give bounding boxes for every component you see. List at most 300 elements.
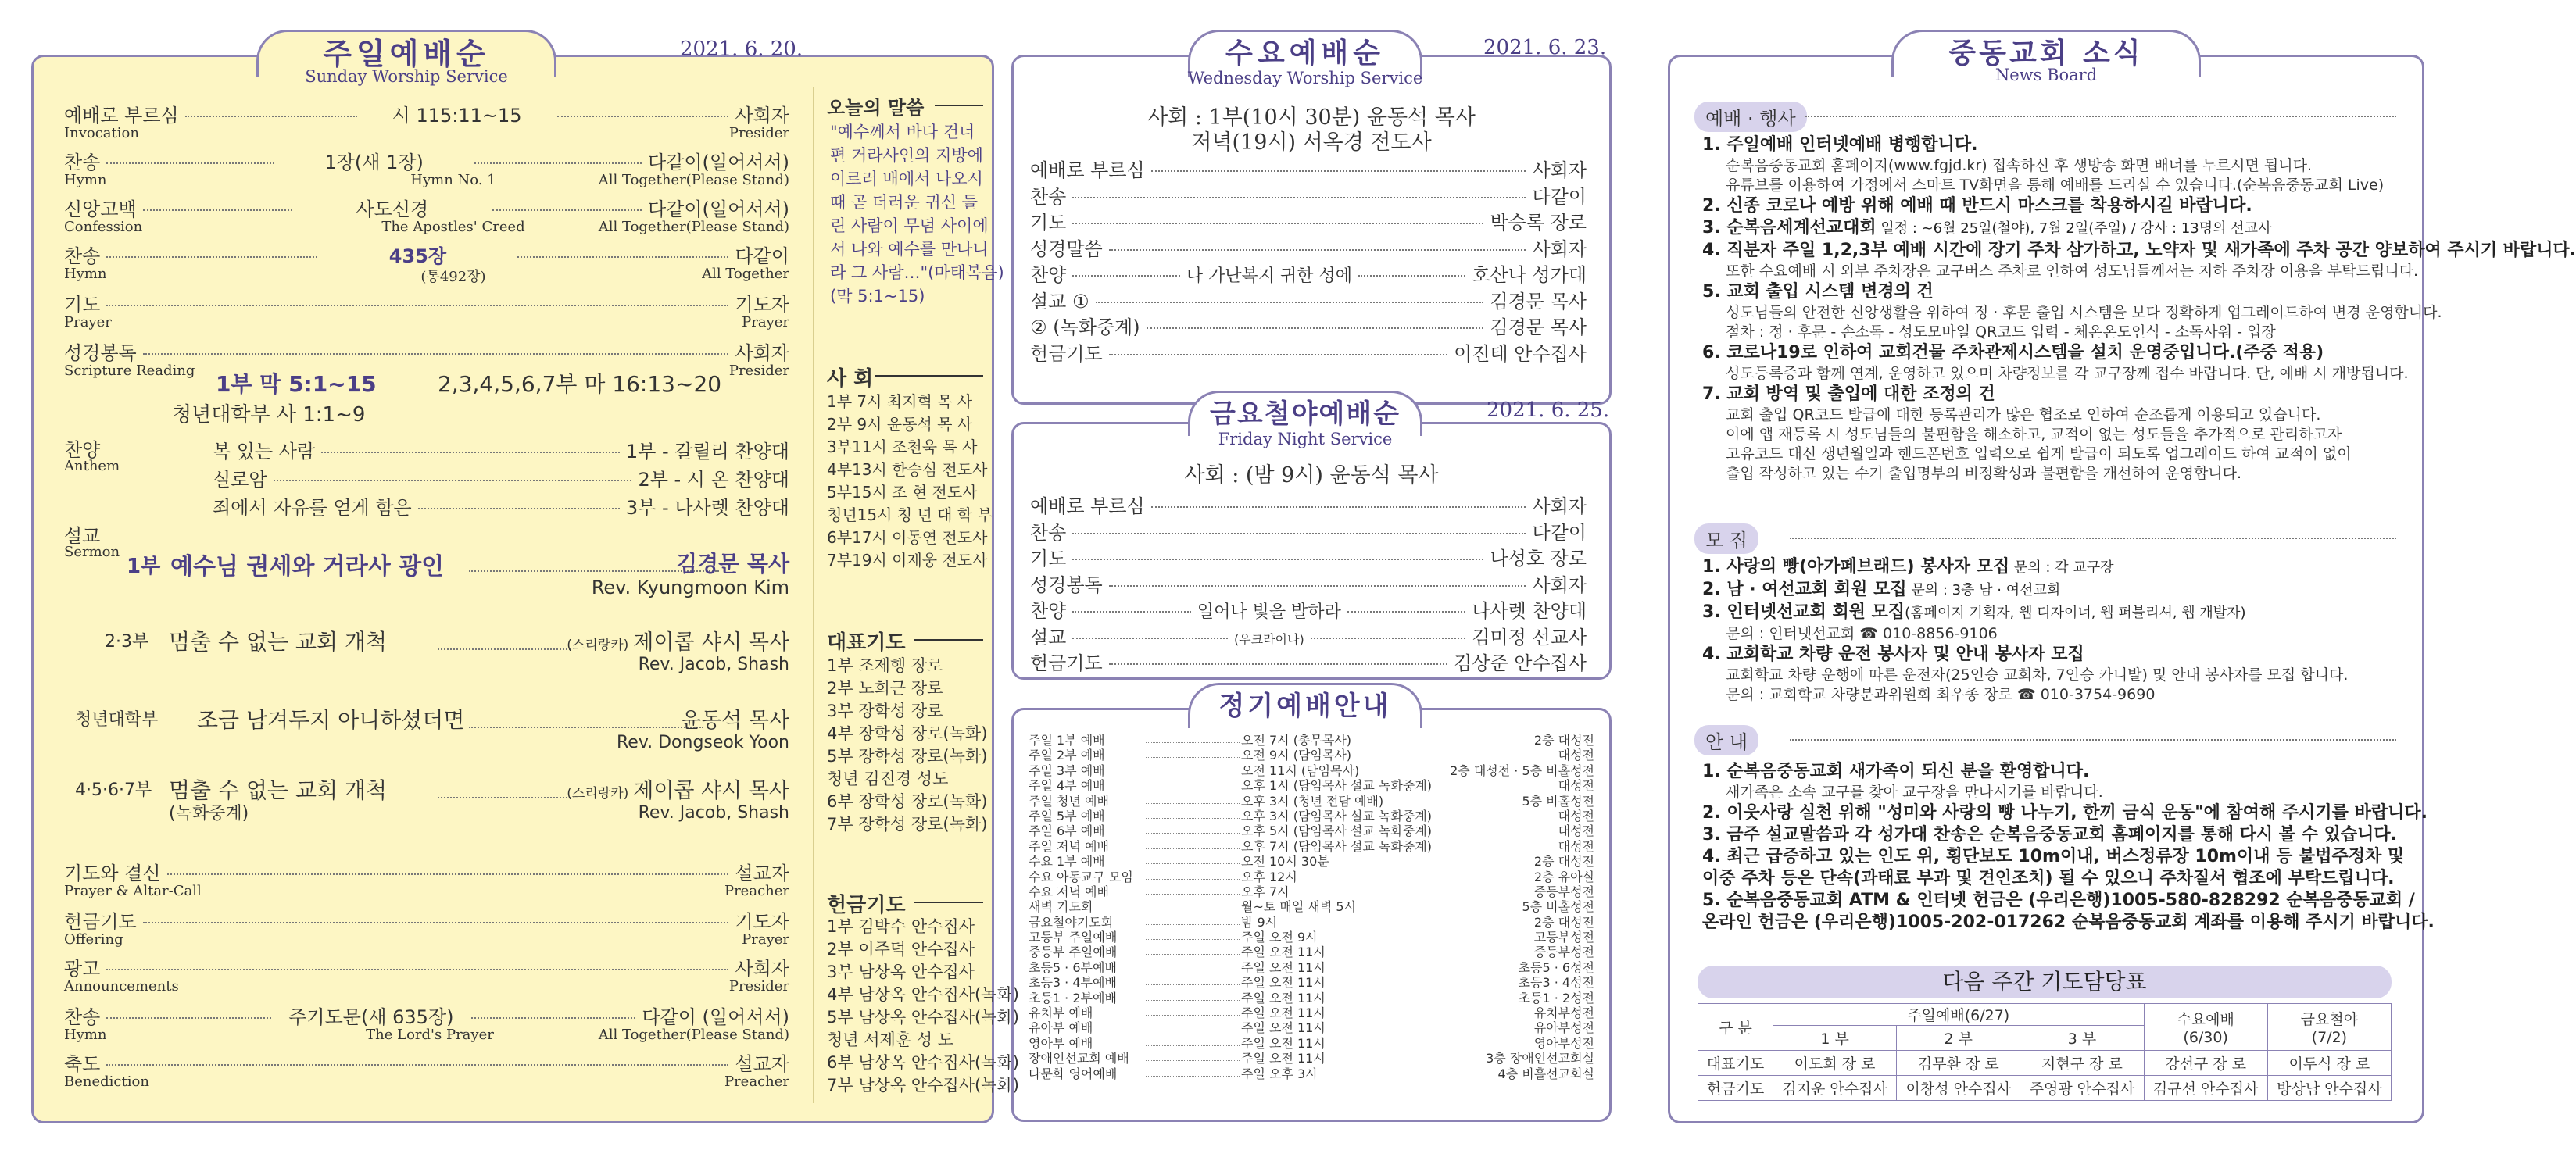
schedule-dots	[1146, 954, 1240, 955]
order-content-text: 435장	[388, 245, 447, 267]
prayer-schedule-title: 다음 주간 기도담당표	[1698, 966, 2392, 998]
fri-title: 금요철야예배순	[1188, 391, 1422, 436]
order-role: 이진태 안수집사	[1454, 342, 1587, 365]
news-item-title-sub: (홈페이지 기획자, 웹 디자이너, 웹 퍼블리셔, 웹 개발자)	[1905, 605, 2246, 621]
news-item-title	[1702, 912, 2435, 934]
word-line: 라 그 사람…"(마태복음)	[830, 263, 1004, 282]
news-section-events: 예배 · 행사	[1694, 102, 1807, 132]
schedule-place: 대성전	[1558, 778, 1594, 794]
order-label: 헌금기도	[1030, 342, 1103, 365]
order-row	[1030, 155, 1587, 182]
rep-item: 2부 노희근 장로	[827, 679, 943, 698]
anthem-row	[213, 492, 789, 520]
news-item-detail: 절차 : 정 · 후문 - 손소독 - 성도모바일 QR코드 입력 - 체온온도인식 - 소독사워 - 입장	[1726, 323, 2276, 341]
schedule-place: 대성전	[1558, 838, 1594, 854]
sermon-dots	[469, 727, 703, 728]
sermon-title: 예수님 권세와 거라사 광인	[170, 553, 445, 580]
order-content-en: Hymn No. 1	[410, 172, 496, 188]
cell: 방상남 안수집사	[2267, 1076, 2391, 1101]
news-item-detail: 성도님들의 안전한 신앙생활을 위하여 정 · 후문 출입 시스템을 보다 정확하게 업그레이드하여 변경 운영합니다.	[1726, 304, 2442, 321]
dot-leader	[418, 508, 620, 509]
order-label: 기도	[64, 294, 101, 316]
word-line: "예수께서 바다 건너	[830, 123, 975, 141]
schedule-dots	[1146, 818, 1240, 819]
schedule-row	[1029, 778, 1594, 793]
schedule-name: 주일 5부 예배	[1029, 808, 1105, 823]
dot-leader	[143, 209, 292, 211]
dot-leader	[517, 256, 728, 258]
news-item-detail: 고유코드 대신 생년월일과 핸드폰번호 입력으로 쉽게 발급이 되도록 업그레이드 하여 교적이 없이	[1726, 445, 2352, 462]
order-content	[363, 100, 551, 127]
anthem-title: 복 있는 사람	[213, 441, 316, 462]
news-item-title	[1702, 802, 2435, 824]
schedule-time: 오전 10시 30분	[1241, 854, 1329, 870]
cell: 이두식 장 로	[2267, 1051, 2391, 1076]
host-title: 사 회	[827, 367, 874, 391]
dot-leader	[167, 873, 729, 875]
order-row	[64, 338, 789, 365]
schedule-dots	[1146, 833, 1240, 834]
rep-item: 6부 장학성 장로(녹화)	[827, 792, 988, 811]
order-row	[64, 194, 789, 221]
order-label: 축도	[64, 1053, 101, 1075]
schedule-place: 중등부성전	[1533, 884, 1594, 899]
news-item-detail: 유튜브를 이용하여 가정에서 스마트 TV화면을 통해 예배를 드리실 수 있습니다.(순복음중동교회 Live)	[1726, 177, 2385, 194]
order-row	[1030, 648, 1587, 675]
sunday-date: 2021. 6. 20.	[680, 38, 803, 61]
order-content: 일어나 빛을 발하라	[1197, 602, 1341, 622]
schedule-place: 중등부성전	[1533, 945, 1594, 960]
schedule-place: 초등1 · 2성전	[1518, 990, 1594, 1005]
news-item-title	[1702, 195, 2576, 217]
dot-leader	[1072, 275, 1179, 277]
schedule-row	[1029, 915, 1594, 930]
news-item-title-text: 1. 순복음중동교회 새가족이 되신 분을 환영합니다.	[1702, 762, 2090, 781]
news-section-recruit: 모 집	[1694, 523, 1758, 554]
schedule-dots	[1146, 863, 1240, 864]
schedule-dots	[1146, 879, 1240, 880]
cell: 김규선 안수집사	[2144, 1076, 2267, 1101]
order-label: 예배로 부르심	[1030, 495, 1145, 517]
anthem-choir: 1부 - 갈릴리 찬양대	[625, 441, 789, 462]
schedule-dots	[1146, 1015, 1240, 1016]
order-role: 다같이(일어서서)	[648, 198, 790, 220]
order-row	[64, 953, 789, 980]
cell: 주영광 안수집사	[2020, 1076, 2144, 1101]
schedule-time: 오후 5시 (담임목사 설교 녹화중계)	[1241, 823, 1432, 839]
sermon-preacher-en: Rev. Kyungmoon Kim	[591, 577, 789, 598]
schedule-row	[1029, 763, 1594, 778]
news-item-title-text: 3. 인터넷선교회 회원 모집	[1702, 602, 1905, 622]
schedule-name: 초등3 · 4부예배	[1029, 975, 1117, 991]
sermon-preacher	[567, 773, 789, 804]
cell: 지현구 장 로	[2020, 1051, 2144, 1076]
sermon-preacher-en: Rev. Jacob, Shash	[638, 655, 789, 674]
order-role: 나성호 장로	[1490, 548, 1587, 570]
dot-leader	[106, 1064, 728, 1066]
dot-leader	[1151, 170, 1526, 172]
sermon-part: 1부	[127, 555, 161, 578]
order-label: 설교 ①	[1030, 290, 1089, 312]
th-wed	[2144, 1004, 2267, 1051]
schedule-name: 주일 1부 예배	[1029, 733, 1105, 748]
order-label: 성경말씀	[1030, 238, 1103, 260]
sunday-title: 주일예배순	[256, 30, 556, 77]
order-role: 설교자	[735, 862, 789, 884]
order-role-en: Presider	[728, 362, 789, 379]
order-role: 다같이	[735, 245, 789, 267]
th-sunday: 주일예배(6/27)	[1773, 1004, 2145, 1026]
side-divider	[813, 88, 814, 1103]
news-item-title-text: 4. 직분자 주일 1,2,3부 예배 시간에 장기 주차 삼가하고, 노약자 및 새가족에 주차 공간 양보하여 주시기 바랍니다.	[1702, 241, 2576, 260]
news-item-title	[1702, 846, 2435, 868]
order-row	[1030, 312, 1587, 339]
dot-leader	[1109, 585, 1526, 587]
schedule-row	[1029, 991, 1594, 1005]
order-label: 성경봉독	[64, 342, 137, 364]
th-sunday-2: 2 부	[1897, 1026, 2020, 1051]
news-item-title-sub: 일정 : ~6월 25일(철야), 7월 2일(주일) / 강사 : 13명의 선교사	[1876, 220, 2272, 237]
word-line: (막 5:1~15)	[830, 287, 925, 305]
news-item-title	[1702, 240, 2576, 262]
cell: 이창성 안수집사	[1897, 1076, 2020, 1101]
anthem-row	[213, 464, 789, 491]
schedule-name: 새벽 기도회	[1029, 899, 1093, 915]
schedule-place: 대성전	[1558, 823, 1594, 839]
fri-date: 2021. 6. 25.	[1487, 398, 1610, 422]
order-row	[64, 906, 789, 934]
schedule-time: 오후 1시 (담임목사 설교 녹화중계)	[1241, 778, 1432, 794]
order-role: 김경문 목사	[1490, 290, 1587, 312]
order-role: 김상준 안수집사	[1454, 652, 1587, 674]
sermon-preacher-name: 김경문 목사	[676, 551, 789, 577]
order-row	[64, 858, 789, 885]
sunday-subtitle: Sunday Worship Service	[305, 67, 508, 86]
schedule-place: 유치부성전	[1533, 1005, 1594, 1021]
news-section-notice-line	[1790, 739, 2396, 741]
dot-leader	[1358, 275, 1465, 277]
order-label: 찬송	[64, 152, 101, 173]
schedule-name: 고등부 주일예배	[1029, 930, 1118, 945]
order-row	[1030, 570, 1587, 597]
rep-item: 5부 장학성 장로(녹화)	[827, 747, 988, 766]
dot-leader	[1311, 638, 1466, 639]
reading-3: 청년대학부 사 1:1~9	[172, 403, 366, 427]
schedule-row	[1029, 975, 1594, 990]
dot-leader	[321, 452, 620, 453]
order-role: 나사렛 찬양대	[1472, 600, 1587, 622]
news-item-detail: 문의 : 교회학교 차량분과위원회 최우종 장로 ☎ 010-3754-9690	[1726, 686, 2156, 703]
news-item-detail: 새가족은 소속 교구를 찾아 교구장을 만나시기를 바랍니다.	[1726, 784, 2103, 801]
order-role: 사회자	[1532, 238, 1587, 260]
th-sunday-3: 3 부	[2020, 1026, 2144, 1051]
order-row	[64, 289, 789, 316]
order-label: ② (녹화중계)	[1030, 316, 1140, 338]
sermon-origin: (스리랑카)	[567, 786, 629, 802]
schedule-dots	[1146, 939, 1240, 940]
order-role: 김경문 목사	[1490, 316, 1587, 338]
order-row	[1030, 517, 1587, 545]
schedule-row	[1029, 1051, 1594, 1066]
schedule-name: 유치부 예배	[1029, 1005, 1093, 1021]
news-item-title	[1702, 824, 2435, 846]
schedule-row	[1029, 839, 1594, 854]
schedule-dots	[1146, 742, 1240, 743]
order-content	[281, 147, 468, 174]
news-item-title-text: 2. 남 · 여선교회 회원 모집	[1702, 580, 1907, 599]
order-role-en: Preacher	[724, 883, 789, 899]
dot-leader	[106, 162, 274, 164]
order-role-en: Prayer	[742, 931, 789, 948]
dot-leader	[1072, 197, 1526, 198]
rep-item: 1부 조제행 장로	[827, 656, 943, 675]
schedule-row	[1029, 809, 1594, 823]
off-item: 3부 남상옥 안수집사	[827, 962, 975, 981]
word-text	[830, 120, 1004, 308]
schedule-row	[1029, 1020, 1594, 1035]
order-role: 기도자	[735, 911, 789, 933]
order-row	[64, 241, 789, 268]
off-title-line	[914, 902, 983, 903]
schedule-time: 오전 11시 (담임목사)	[1241, 762, 1360, 778]
schedule-row	[1029, 854, 1594, 869]
sermon-preacher-name: 제이콥 샤시 목사	[633, 630, 789, 655]
schedule-time: 주일 오전 11시	[1241, 959, 1326, 975]
order-label-en: Prayer	[64, 314, 112, 330]
order-row	[1030, 207, 1587, 234]
news-section-events-line	[1805, 116, 2396, 117]
order-label-en: Hymn	[64, 266, 107, 282]
dot-leader	[106, 305, 728, 306]
dot-leader	[106, 969, 728, 970]
schedule-place: 5층 비홀성전	[1522, 793, 1594, 809]
sermon-dots	[438, 797, 571, 798]
off-item: 청년 서제훈 성 도	[827, 1030, 954, 1049]
reading-1: 1부 막 5:1~15	[216, 371, 377, 397]
dot-leader	[106, 1017, 270, 1019]
cell: 김지운 안수집사	[1773, 1076, 1897, 1101]
cell: 김무환 장 로	[1897, 1051, 2020, 1076]
news-item-title-sub: 문의 : 3층 남 · 여선교회	[1906, 582, 2061, 598]
dot-leader	[1072, 611, 1190, 612]
order-role: 다같이(일어서서)	[648, 152, 790, 173]
order-role-en: All Together(Please Stand)	[598, 219, 789, 235]
schedule-place: 대성전	[1558, 748, 1594, 763]
schedule-name: 유아부 예배	[1029, 1020, 1093, 1036]
order-row	[1030, 181, 1587, 209]
schedule-place: 2층 대성전	[1533, 733, 1594, 748]
order-role: 다같이	[1532, 185, 1587, 208]
sermon-origin: (스리랑카)	[567, 638, 629, 653]
news-notice-list	[1702, 761, 2435, 934]
order-row	[1030, 259, 1587, 287]
th-fri-date: (7/2)	[2311, 1029, 2348, 1046]
schedule-name: 주일 저녁 예배	[1029, 838, 1109, 854]
schedule-dots	[1146, 1045, 1240, 1046]
anthem-choir: 2부 - 시 온 찬양대	[638, 469, 789, 491]
schedule-dots	[1146, 1000, 1240, 1001]
sermon-preacher	[567, 625, 789, 655]
order-role: 호산나 성가대	[1472, 264, 1587, 286]
anthem-label-en: Anthem	[64, 458, 120, 474]
wed-title: 수요예배순	[1188, 30, 1422, 77]
order-row	[64, 1002, 789, 1029]
dot-leader	[143, 922, 729, 923]
order-content-en: The Apostles' Creed	[381, 219, 525, 235]
wed-date: 2021. 6. 23.	[1483, 36, 1607, 59]
schedule-name: 수요 저녁 예배	[1029, 884, 1109, 899]
sermon-preacher-en: Rev. Jacob, Shash	[638, 803, 789, 823]
dot-leader	[185, 116, 357, 117]
sermon-preacher-name: 윤동석 목사	[681, 709, 789, 733]
order-label-en: Hymn	[64, 1027, 107, 1043]
schedule-place: 4층 비홀선교회실	[1497, 1066, 1594, 1081]
news-item-title	[1702, 579, 2348, 602]
order-row	[1030, 622, 1587, 649]
anthem-row	[213, 436, 789, 463]
news-item-title-text: 온라인 헌금은 (우리은행)1005-202-017262 순복음중동교회 계좌를 이용해 주시기 바랍니다.	[1702, 912, 2435, 932]
reading-2: 2,3,4,5,6,7부 마 16:13~20	[438, 371, 722, 397]
sermon-preacher	[676, 547, 789, 578]
anthem-label: 찬양	[64, 439, 101, 461]
schedule-name: 주일 3부 예배	[1029, 762, 1105, 778]
news-item-detail: 교회학교 차량 운행에 따른 운전자(25인승 교회차, 7인승 카니발) 및 안내 봉사자를 모집 합니다.	[1726, 666, 2349, 684]
order-label-en: Announcements	[64, 978, 179, 995]
news-item-title-text: 이중 주차 등은 단속(과태료 부과 및 견인조치) 될 수 있으니 주차질서 협조에 부탁드립니다.	[1702, 869, 2395, 888]
schedule-place: 초등3 · 4성전	[1518, 975, 1594, 991]
host-item: 2부 9시 윤동석 목 사	[827, 415, 973, 434]
order-label: 찬송	[1030, 185, 1067, 208]
off-item: 5부 남상옥 안수집사(녹화)	[827, 1008, 1019, 1027]
prayer-row-offering	[1698, 1076, 2392, 1101]
schedule-row	[1029, 1066, 1594, 1081]
schedule-row	[1029, 884, 1594, 899]
schedule-name: 주일 4부 예배	[1029, 778, 1105, 794]
news-item-detail: 이에 앱 재등록 시 성도님들의 불편함을 해소하고, 교적이 없는 성도들을 추가적으로 관리하고자	[1726, 426, 2342, 443]
dot-leader	[1147, 327, 1484, 329]
order-label-en: Hymn	[64, 172, 107, 188]
schedule-time: 주일 오전 11시	[1241, 1051, 1326, 1066]
dot-leader	[1072, 223, 1483, 224]
schedule-row	[1029, 733, 1594, 748]
off-item: 7부 남상옥 안수집사(녹화)	[827, 1076, 1019, 1095]
news-section-recruit-line	[1790, 538, 2396, 539]
order-content	[299, 194, 486, 221]
schedule-time: 월~토 매일 새벽 5시	[1241, 899, 1357, 915]
order-row	[64, 147, 789, 174]
th-fri	[2267, 1004, 2391, 1051]
news-item-title	[1702, 890, 2435, 912]
order-label: 기도	[1030, 212, 1067, 234]
order-content-en: The Lord's Prayer	[366, 1027, 494, 1043]
cell: 이도희 장 로	[1773, 1051, 1897, 1076]
schedule-time: 밤 9시	[1241, 914, 1278, 930]
schedule-time: 주일 오전 11시	[1241, 975, 1326, 991]
schedule-time: 오전 7시 (총무목사)	[1241, 733, 1352, 748]
schedule-place: 고등부성전	[1533, 930, 1594, 945]
dot-leader	[1072, 638, 1228, 639]
order-row	[64, 100, 789, 127]
schedule-place: 2층 대성전	[1533, 914, 1594, 930]
rep-item: 청년 김진경 성도	[827, 770, 949, 788]
news-item-title-text: 7. 교회 방역 및 출입에 대한 조정의 건	[1702, 384, 1995, 404]
host-list	[827, 391, 993, 572]
schedule-dots	[1146, 984, 1240, 985]
host-item: 3부11시 조천욱 목 사	[827, 438, 978, 456]
off-item: 1부 김박수 안수집사	[827, 917, 975, 936]
schedule-row	[1029, 748, 1594, 762]
sermon-dots	[438, 648, 571, 650]
th-category: 구 분	[1698, 1004, 1773, 1051]
schedule-name: 영아부 예배	[1029, 1035, 1093, 1051]
news-item-title-sub: 문의 : 각 교구장	[2009, 559, 2114, 576]
news-item-title-text: 2. 이웃사랑 실천 위해 "성미와 사랑의 빵 나누기, 한끼 금식 운동"에 참여해 주시기를 바랍니다.	[1702, 803, 2428, 823]
order-row	[1030, 338, 1587, 366]
news-item-title-text: 5. 교회 출입 시스템 변경의 건	[1702, 282, 1934, 302]
order-role-en: Presider	[728, 978, 789, 995]
schedule-place: 초등5 · 6성전	[1518, 959, 1594, 975]
schedule-dots	[1146, 894, 1240, 895]
order-row	[1030, 595, 1587, 623]
schedule-name: 중등부 주일예배	[1029, 945, 1118, 960]
news-item-detail: 교회 출입 QR코드 발급에 대한 등록관리가 많은 협조로 인하여 순조롭게 이용되고 있습니다.	[1726, 406, 2321, 423]
word-line: 서 나와 예수를 만나니	[830, 240, 989, 259]
order-row	[64, 1048, 789, 1076]
order-label-en: Benediction	[64, 1073, 149, 1090]
news-item-title-text: 3. 금주 설교말씀과 각 성가대 찬송은 순복음중동교회 홈페이지를 통해 다시 볼 수 있습니다.	[1702, 825, 2398, 845]
order-label: 기도와 결신	[64, 862, 161, 884]
host-item: 7부19시 이재웅 전도사	[827, 551, 988, 570]
schedule-place: 영아부성전	[1533, 1035, 1594, 1051]
rep-item: 4부 장학성 장로(녹화)	[827, 724, 988, 743]
cell: 대표기도	[1698, 1051, 1773, 1076]
news-item-detail: 순복음중동교회 홈페이지(www.fgjd.kr) 접속하신 후 생방송 화면 배너를 누르시면 됩니다.	[1726, 157, 2313, 174]
schedule-row	[1029, 1036, 1594, 1051]
dot-leader	[1096, 302, 1484, 303]
schedule-dots	[1146, 803, 1240, 804]
dot-leader	[492, 209, 642, 211]
news-events-list	[1702, 134, 2576, 484]
sermon-part: 4·5·6·7부	[75, 780, 152, 800]
order-role-en: Presider	[728, 125, 789, 141]
schedule-time: 주일 오전 9시	[1241, 930, 1318, 945]
off-item: 6부 남상옥 안수집사(녹화)	[827, 1053, 1019, 1072]
schedule-dots	[1146, 1076, 1240, 1077]
order-role: 기도자	[735, 294, 789, 316]
news-recruit-list	[1702, 556, 2348, 705]
dot-leader	[474, 162, 642, 164]
sermon-preacher	[681, 703, 789, 734]
schedule-name: 수요 아동교구 모임	[1029, 869, 1133, 884]
schedule-dots	[1146, 757, 1240, 758]
schedule-place: 유아부성전	[1533, 1020, 1594, 1036]
schedule-time: 주일 오전 11시	[1241, 1005, 1326, 1021]
schedule-name: 금요철야기도회	[1029, 914, 1114, 930]
dot-leader	[1109, 663, 1447, 665]
wed-host-1: 사회 : 1부(10시 30분) 윤동석 목사	[1147, 105, 1476, 130]
th-fri-label: 금요철야	[2300, 1011, 2359, 1028]
news-item-title-text: 3. 순복음세계선교대회	[1702, 218, 1877, 238]
order-label: 예배로 부르심	[64, 105, 179, 127]
news-item-title-text: 1. 주일예배 인터넷예배 병행합니다.	[1702, 135, 1978, 155]
schedule-time: 주일 오전 11시	[1241, 1035, 1326, 1051]
news-item-title	[1702, 134, 2576, 156]
order-label: 기도	[1030, 548, 1067, 570]
order-content: 나 가난복지 귀한 성에	[1186, 266, 1352, 286]
sermon-title: 멈출 수 없는 교회 개척	[169, 777, 388, 803]
order-role: 사회자	[1532, 159, 1587, 181]
news-item-title	[1702, 281, 2576, 303]
